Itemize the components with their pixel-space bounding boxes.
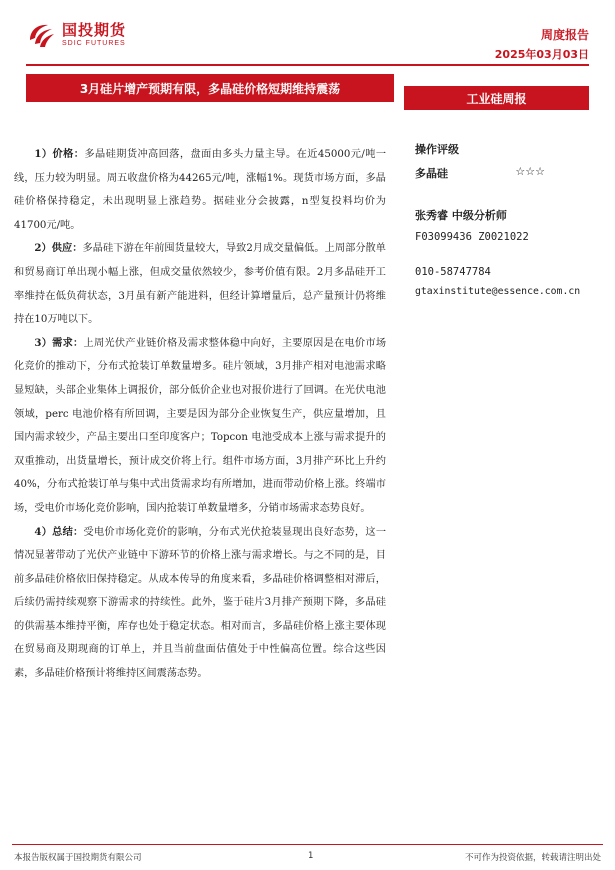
report-type-label: 周度报告 xyxy=(540,28,589,42)
paragraph-text: 上周光伏产业链价格及需求整体稳中向好，主要原因是在电价市场化竞价的推动下，分布式抢装订单数量增多。硅片领域，3月排产相对电池需求略显短缺，头部企业集体上调报价，部分低价企业也对报价进行了回调。在光伏电池领域，perc 电池价格有所回调，主要是因为部分企业恢复生产，供应量增加，且国内需求较少，产品主要出口至印度客户；Topcon 电池受成本上涨与需求提升的双重推动，出货量增长，预计成交价将上行。组件市场方面，3月排产环比上升约 40%，分布式抢装订单与集中式出货需求均有所增加，进而带动价格上涨。终端市场，受电价市场化竞价影响，国内抢装订单数量增多，分销市场需求态势良好。 xyxy=(14,337,387,514)
paragraph-supply xyxy=(14,237,386,331)
paragraph-text: 多晶硅期货冲高回落，盘面由多头力量主导。在近45000元/吨一线，压力较为明显。周五收盘价格为44265元/吨，涨幅1%。现货市场方面，多晶硅价格保持稳定，未出现明显上涨趋势。据硅业分会披露，n型复投料均价为41700元/吨。 xyxy=(14,149,386,231)
paragraph-summary xyxy=(14,521,386,686)
report-title: 3月硅片增产预期有限，多晶硅价格短期维持震荡 xyxy=(79,81,341,96)
paragraph-text: 多晶硅下游在年前囤货量较大，导致2月成交量偏低。上周部分散单和贸易商订单出现小幅上涨，但成交量依然较少，参考价值有限。2月多晶硅开工率维持在低负荷状态，3月虽有新产能进料，但经计算增量后，总产量预计仍将维持在10万吨以下。 xyxy=(14,243,386,326)
logo-english-name: SDIC FUTURES xyxy=(62,40,126,47)
paragraph-lead: 4）总结： xyxy=(34,525,84,538)
paragraph-price xyxy=(14,143,386,237)
report-date: 2025年03月03日 xyxy=(494,48,589,61)
contact-phone: 010-58747784 xyxy=(415,266,491,278)
logo-mark-icon xyxy=(26,20,56,50)
footer-disclaimer: 不可作为投资依据，转载请注明出处 xyxy=(464,853,601,863)
page-number: 1 xyxy=(308,851,314,861)
logo-chinese-name: 国投期货 xyxy=(62,22,127,39)
rating-stars-icon: ☆☆☆ xyxy=(515,165,545,178)
analyst-name: 张秀睿 中级分析师 xyxy=(415,209,507,222)
company-logo xyxy=(26,20,126,50)
report-category-tag: 工业硅周报 xyxy=(404,86,589,110)
sidebar-info xyxy=(415,143,605,297)
paragraph-lead: 1）价格： xyxy=(34,148,85,160)
paragraph-demand xyxy=(14,332,386,521)
report-title-bar xyxy=(26,74,394,102)
rating-row xyxy=(415,165,545,181)
paragraph-text: 受电价市场化竞价的影响，分布式光伏抢装显现出良好态势，这一情况显著带动了光伏产业链中下游环节的价格上涨与需求增长。与之不同的是，目前多晶硅价格依旧保持稳定。从成本传导的角度来看，多晶硅价格调整相对滞后，后续仍需持续观察下游需求的持续性。此外，鉴于硅片3月排产预期下降，多晶硅的供需基本维持平衡，库存也处于稳定状态。相对而言，多晶硅价格上涨主要体现在贸易商及期现商的订单上，并且当前盘面估值处于中性偏高位置。综合这些因素，多晶硅价格预计将维持区间震荡态势。 xyxy=(14,526,387,680)
footer-divider xyxy=(12,844,603,845)
paragraph-lead: 3）需求： xyxy=(34,336,84,349)
report-body xyxy=(14,143,386,686)
header-divider xyxy=(26,64,589,66)
rating-product: 多晶硅 xyxy=(415,167,448,180)
rating-label: 操作评级 xyxy=(415,143,459,156)
analyst-certificate: F03099436 Z0021022 xyxy=(415,231,529,243)
page-header xyxy=(0,0,615,70)
contact-email[interactable]: gtaxinstitute@essence.com.cn xyxy=(415,286,581,297)
footer-copyright: 本报告版权属于国投期货有限公司 xyxy=(14,853,142,863)
paragraph-lead: 2）供应： xyxy=(34,242,83,255)
